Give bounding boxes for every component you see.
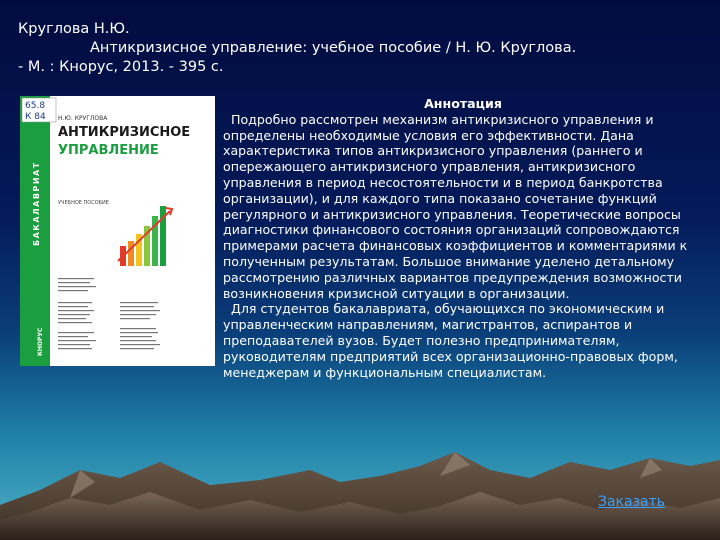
cover-side-label: БАКАЛАВРИАТ (32, 161, 41, 246)
shelf-mark-2: К 84 (25, 112, 46, 122)
annotation-heading: Аннотация (424, 96, 502, 111)
cover-publisher: КНОРУС (37, 327, 44, 356)
cover-title-1: АНТИКРИЗИСНОЕ (58, 125, 191, 140)
order-link[interactable]: Заказать (598, 494, 666, 510)
citation-title: Антикризисное управление: учебное пособие / Н. Ю. Круглова. (90, 40, 577, 56)
cover-title-2: УПРАВЛЕНИЕ (58, 143, 159, 158)
book-citation (18, 20, 708, 77)
cover-subtitle: УЧЕБНОЕ ПОСОБИЕ (58, 200, 109, 206)
citation-author: Круглова Н.Ю. (18, 21, 130, 37)
book-cover-image (20, 96, 215, 366)
citation-imprint: - М. : Кнорус, 2013. - 395 с. (18, 59, 224, 75)
shelf-mark-1: 65.8 (25, 101, 46, 111)
cover-author: Н.Ю. КРУГЛОВА (58, 115, 108, 122)
annotation-paragraph-2: Для студентов бакалавриата, обучающихся по экономическим и управленческим направлениям, магистрантов, аспирантов и преподавателей вузов. Будет полезно предпринимателям, руководителям предприятий всех организационно-правовых форм, менеджерам и функциональным специалистам. (223, 301, 678, 380)
book-annotation (223, 96, 703, 380)
book-cover-art (20, 96, 215, 366)
annotation-paragraph-1: Подробно рассмотрен механизм антикризисного управления и определены необходимые условия его эффективности. Дана характеристика типов антикризисного управления (раннего и опережающего антикризисного управления, антикризисного управления в период несостоятельности и в период банкротства организации), и для каждого типа показано сочетание функций регулярного и антикризисного управления. Теоретические вопросы диагностики финансового состояния организаций сопровождаются примерами расчета финансовых коэффициентов и комментариями к полученным результатам. Большое внимание уделено детальному рассмотрению различных вариантов предупреждения возможности возникновения кризисной ситуации в организации. (223, 111, 688, 301)
